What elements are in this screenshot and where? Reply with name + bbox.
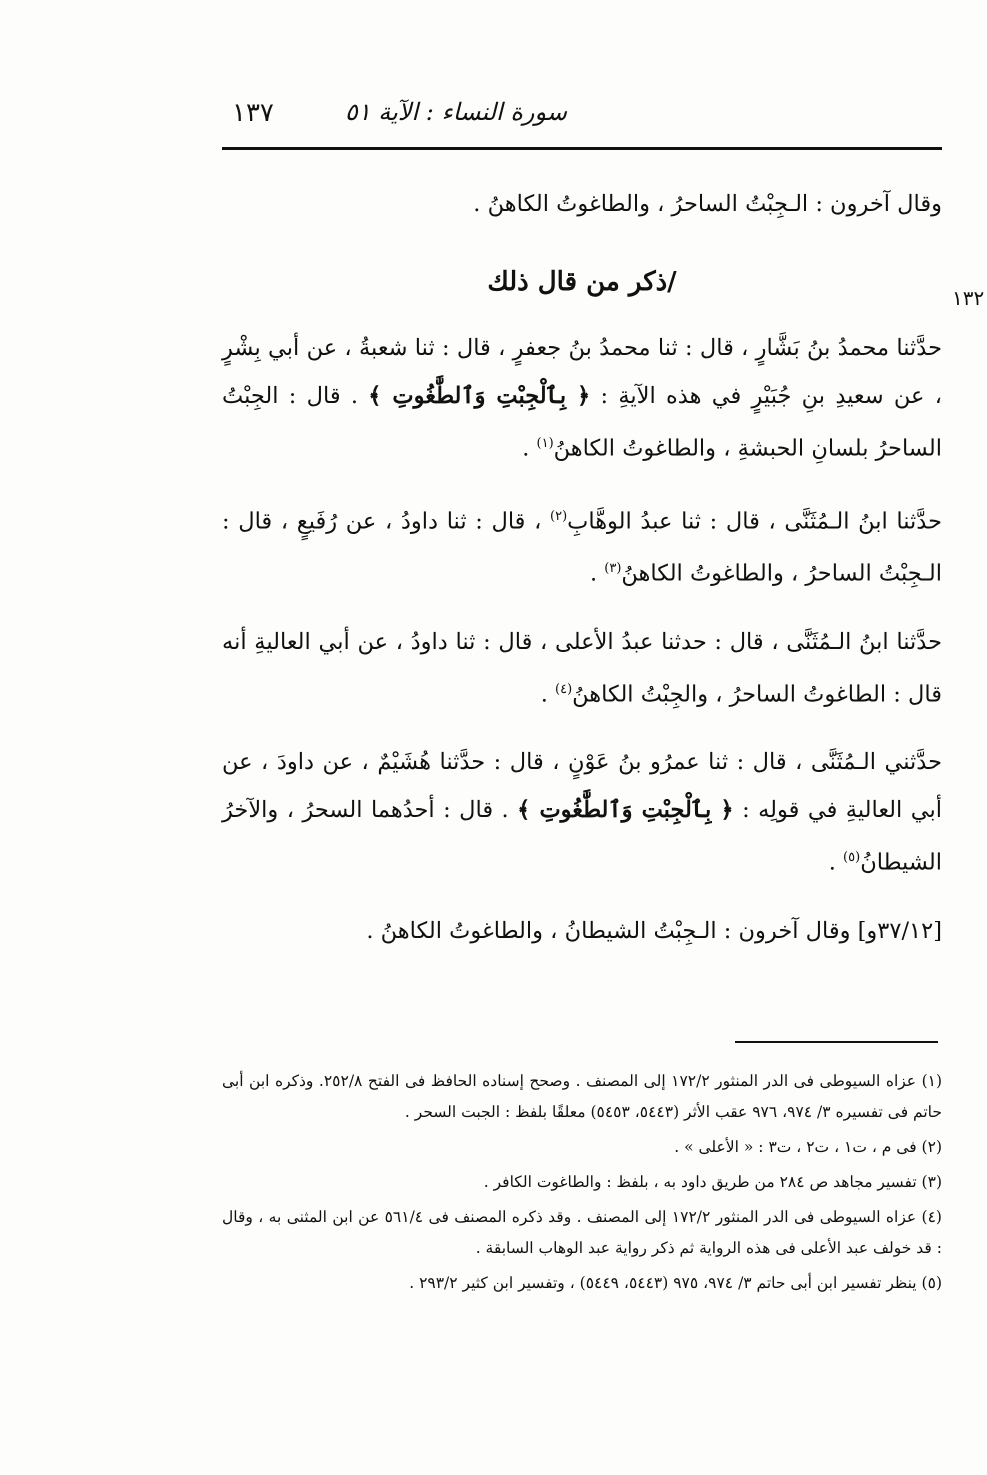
footnote-5: (٥) ينظر تفسير ابن أبى حاتم ٣/ ٩٧٤، ٩٧٥ (٥٤٤٣، ٥٤٤٩) ، وتفسير ابن كثير ٢٩٣/٢ .: [409, 1274, 942, 1292]
running-head: سورة النساء : الآية ٥١: [344, 98, 567, 126]
header-rule: [222, 147, 942, 150]
manuscript-marker: [٣٧/١٢و]: [857, 917, 942, 944]
paragraph-4-text: حدَّثنا ابنُ الـمُثَنَّى ، قال : حدثنا عبدُ الأعلى ، قال : ثنا داودُ ، عن أبي العاليةِ أنه قال : الطاغوتُ الساحرُ ، والجِبْتُ الكاهنُ: [222, 628, 942, 707]
paragraph-6-text: وقال آخرون : الـجِبْتُ الشيطانُ ، والطاغوتُ الكاهنُ .: [366, 917, 851, 944]
quran-quote: ﴿ بِٱلْجِبْتِ وَٱلطَّٰغُوتِ ﴾: [517, 797, 734, 823]
footnote-rule: [735, 1041, 938, 1043]
paragraph-4: حدَّثنا ابنُ الـمُثَنَّى ، قال : حدثنا عبدُ الأعلى ، قال : ثنا داودُ ، عن أبي العاليةِ أنه قال : الطاغوتُ الساحرُ ، والجِبْتُ الكاهنُ$^{(٤)}$ .: [222, 628, 942, 707]
paragraph-2: حدَّثنا محمدُ بنُ بَشَّارٍ ، قال : ثنا محمدُ بنُ جعفرٍ ، قال : ثنا شعبةُ ، عن أبي بِشْرٍ ، عن سعيدِ بنِ جُبَيْرٍ في هذه الآيةِ : ﴿ بِٱلْجِبْتِ وَٱلطَّٰغُوتِ ﴾ . قال : الجِبْتُ الساحرُ بلسانِ الحبشةِ ، والطاغوتُ الكاهنُ$^{(١)}$ .: [222, 335, 942, 462]
paragraph-6: [222, 907, 942, 955]
footnote-3: (٣) تفسير مجاهد ص ٢٨٤ من طريق داود به ، بلفظ : والطاغوت الكافر .: [483, 1173, 942, 1191]
paragraph-5-text-a: حدَّثني الـمُثَنَّى ، قال : ثنا عمرُو بنُ عَوْنٍ ، قال : حدَّثنا هُشَيْمٌ ، عن داودَ ، عن أبي العاليةِ في قولِه :: [222, 749, 943, 823]
footnote-4: (٤) عزاه السيوطى فى الدر المنثور ١٧٢/٢ إلى المصنف . وقد ذكره المصنف فى ٥٦١/٤ عن ابن المثنى به ، وقال : قد خولف عبد الأعلى فى هذه الرواية ثم ذكر رواية عبد الوهاب السابقة .: [222, 1208, 942, 1257]
paragraph-3-text-a: حدَّثنا ابنُ الـمُثَنَّى ، قال : ثنا عبدُ الوهَّابِ: [567, 508, 943, 534]
page-number: ١٣٧: [232, 98, 274, 128]
footnote-ref-1: (١): [536, 436, 554, 451]
paragraph-5-text-b: . قال : أحدُهما السحرُ ، والآخرُ الشيطانُ: [222, 797, 942, 876]
margin-page-reference: ١٣٢: [952, 286, 985, 310]
paragraph-5: حدَّثني الـمُثَنَّى ، قال : ثنا عمرُو بنُ عَوْنٍ ، قال : حدَّثنا هُشَيْمٌ ، عن داودَ ، عن أبي العاليةِ في قولِه : ﴿ بِٱلْجِبْتِ وَٱلطَّٰغُوتِ ﴾ . قال : أحدُهما السحرُ ، والآخرُ الشيطانُ$^{(٥)}$ .: [222, 749, 943, 876]
footnote-1: (١) عزاه السيوطى فى الدر المنثور ١٧٢/٢ إلى المصنف . وصحح إسناده الحافظ فى الفتح ٢٥٢/٨. وذكره ابن أبى حاتم فى تفسيره ٣/ ٩٧٤، ٩٧٦ عقب الأثر (٥٤٤٣، ٥٤٥٣) معلقًا بلفظ : الجبت السحر .: [222, 1072, 943, 1121]
quran-quote: ﴿ بِٱلْجِبْتِ وَٱلطَّٰغُوتِ ﴾: [368, 383, 591, 409]
footnote-2: (٢) فى م ، ت١ ، ت٢ ، ت٣ : « الأعلى » .: [674, 1138, 942, 1156]
main-text: [222, 180, 942, 975]
footnote-ref-3: (٣): [604, 561, 622, 576]
footnote-ref-5: (٥): [843, 850, 861, 865]
paragraph-2-text-a: حدَّثنا محمدُ بنُ بَشَّارٍ ، قال : ثنا محمدُ بنُ جعفرٍ ، قال : ثنا شعبةُ ، عن أبي بِشْرٍ ، عن سعيدِ بنِ جُبَيْرٍ في هذه الآيةِ :: [222, 335, 942, 409]
footnote-ref-2: (٢): [550, 508, 568, 524]
paragraph-2-text-b: . قال : الجِبْتُ الساحرُ بلسانِ الحبشةِ ، والطاغوتُ الكاهنُ: [222, 383, 942, 462]
paragraph-1: [222, 180, 942, 228]
footnote-ref-4: (٤): [555, 681, 573, 697]
paragraph-3: حدَّثنا ابنُ الـمُثَنَّى ، قال : ثنا عبدُ الوهَّابِ$^{(٢)}$ ، قال : ثنا داودُ ، عن رُفَيعٍ ، قال : الـجِبْتُ الساحرُ ، والطاغوتُ الكاهنُ$^{(٣)}$ .: [222, 508, 943, 587]
footnotes: [222, 1066, 942, 1303]
section-heading: /ذكر من قال ذلك: [487, 267, 677, 297]
paragraph-1-text: وقال آخرون : الـجِبْتُ الساحرُ ، والطاغوتُ الكاهنُ .: [473, 191, 942, 217]
paragraph-3-text-b: ، قال : ثنا داودُ ، عن رُفَيعٍ ، قال : الـجِبْتُ الساحرُ ، والطاغوتُ الكاهنُ: [222, 508, 942, 587]
